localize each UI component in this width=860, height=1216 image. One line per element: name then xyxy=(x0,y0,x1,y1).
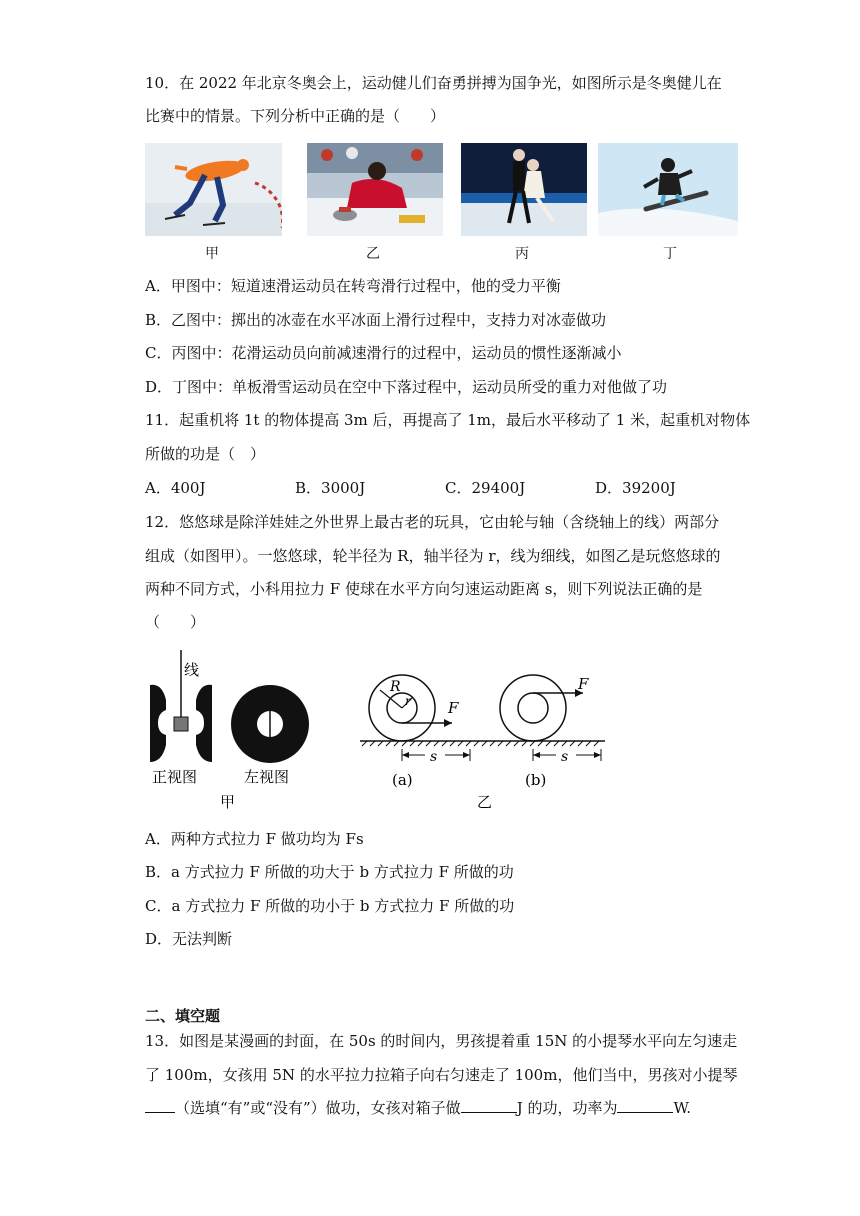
front-view-label: 正视图 xyxy=(152,768,198,786)
caption-yi: 乙 xyxy=(366,246,380,262)
q10-line1: 10．在 2022 年北京冬奥会上，运动健儿们奋勇拼搏为国争光，如图所示是冬奥健儿在 xyxy=(145,74,722,92)
q12-line1: 12．悠悠球是除洋娃娃之外世界上最古老的玩具，它由轮与轴（含绕轴上的线）两部分 xyxy=(145,513,720,531)
q12-option-b: B．a 方式拉力 F 所做的功大于 b 方式拉力 F 所做的功 xyxy=(145,863,514,881)
label-a: (a) xyxy=(392,771,413,789)
yoyo-a-drawing xyxy=(369,675,470,761)
q10-option-c: C．丙图中：花滑运动员向前减速滑行的过程中，运动员的惯性逐渐减小 xyxy=(145,344,622,362)
q10-option-b: B．乙图中：掷出的冰壶在水平冰面上滑行过程中，支持力对冰壶做功 xyxy=(145,311,607,329)
figure-yi-label: 乙 xyxy=(477,793,493,811)
label-R: R xyxy=(390,679,401,695)
q12-option-a: A．两种方式拉力 F 做功均为 Fs xyxy=(145,830,364,848)
answer-blank-2[interactable] xyxy=(461,1098,517,1113)
label-F-a: F xyxy=(448,699,459,717)
q12-option-c: C．a 方式拉力 F 所做的功小于 b 方式拉力 F 所做的功 xyxy=(145,897,515,915)
q12-line2: 组成（如图甲）。一悠悠球，轮半径为 R，轴半径为 r，线为细线，如图乙是玩悠悠球的 xyxy=(145,547,721,565)
label-F-b: F xyxy=(578,675,589,693)
caption-jia: 甲 xyxy=(205,246,219,262)
front-view-drawing xyxy=(150,650,212,762)
q12-line3: 两种不同方式，小科用拉力 F 使球在水平方向匀速运动距离 s，则下列说法正确的是 xyxy=(145,580,703,598)
caption-ding: 丁 xyxy=(663,246,677,262)
answer-blank-3[interactable] xyxy=(617,1098,673,1113)
q10-line2: 比赛中的情景。下列分析中正确的是（ ） xyxy=(145,107,446,125)
figure-skating-photo xyxy=(461,143,587,236)
ground-line xyxy=(360,741,605,746)
q12-line4: （ ） xyxy=(145,613,206,631)
curling-photo xyxy=(307,143,443,236)
caption-bing: 丙 xyxy=(515,246,529,262)
left-view-drawing xyxy=(231,685,309,763)
q11-line1: 11．起重机将 1t 的物体提高 3m 后，再提高了 1m，最后水平移动了 1 米，起重机对物体 xyxy=(145,411,751,429)
q13-line2: 了 100m，女孩用 5N 的水平拉力拉箱子向右匀速走了 100m，他们当中，男孩对小提琴 xyxy=(145,1066,738,1084)
snowboard-photo xyxy=(598,143,738,236)
answer-blank-1[interactable] xyxy=(145,1098,175,1113)
q10-option-a: A．甲图中：短道速滑运动员在转弯滑行过程中，他的受力平衡 xyxy=(145,277,561,295)
q12-option-d: D．无法判断 xyxy=(145,930,233,948)
speed-skater-photo xyxy=(145,143,282,236)
left-view-label: 左视图 xyxy=(244,768,290,786)
q11-line2: 所做的功是（ ） xyxy=(145,445,266,463)
section-title: 二、填空题 xyxy=(145,1007,221,1025)
q13-line3: （选填“有”或“没有”）做功，女孩对箱子做 J 的功，功率为 W. xyxy=(145,1098,691,1118)
label-r: r xyxy=(405,694,411,708)
q11-option-c: C．29400J xyxy=(445,479,526,497)
q13-line1: 13．如图是某漫画的封面，在 50s 的时间内，男孩提着重 15N 的小提琴水平向左匀速走 xyxy=(145,1032,738,1050)
label-b: (b) xyxy=(525,771,547,789)
yoyo-figure xyxy=(140,645,620,815)
q11-option-d: D．39200J xyxy=(595,479,676,497)
label-s-a: s xyxy=(430,749,438,765)
figure-jia-label: 甲 xyxy=(220,793,236,811)
q11-option-b: B．3000J xyxy=(295,479,366,497)
q11-option-a: A．400J xyxy=(145,479,206,497)
q10-option-d: D．丁图中：单板滑雪运动员在空中下落过程中，运动员所受的重力对他做了功 xyxy=(145,378,668,396)
label-s-b: s xyxy=(561,749,569,765)
thread-label: 线 xyxy=(184,661,200,679)
